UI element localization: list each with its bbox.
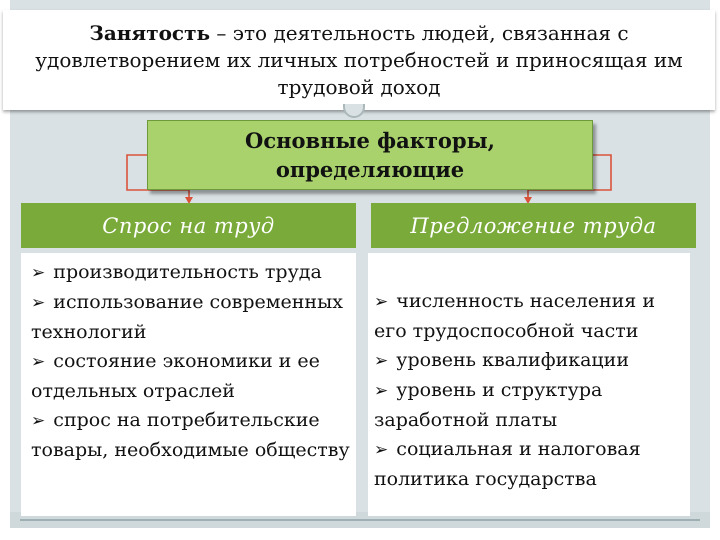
definition-body: – это деятельность людей, связанная с удовлетворением их личных потребностей и приносящая им трудовой доход [35, 20, 683, 99]
list-item [374, 287, 690, 346]
labor-supply-header: Предложение труда [371, 203, 696, 248]
factors-line-2: определяющие [275, 157, 465, 182]
arrow-bullet-icon: ➢ [374, 351, 389, 371]
list-item-text: социальная и налоговая политика государства [374, 438, 641, 490]
list-item-text: спрос на потребительские товары, необходимые обществу [31, 409, 350, 461]
list-item-text: уровень и структура заработной платы [374, 379, 603, 431]
list-item [374, 346, 690, 376]
factors-box [147, 120, 593, 190]
list-item-text: использование современных технологий [31, 291, 343, 343]
arrow-bullet-icon: ➢ [31, 293, 46, 313]
list-item-text: производительность труда [53, 261, 322, 283]
list-item [31, 258, 356, 288]
arrow-bullet-icon: ➢ [31, 352, 46, 372]
arrow-bullet-icon: ➢ [31, 263, 46, 283]
list-item-text: состояние экономики и ее отдельных отраслей [31, 350, 320, 402]
list-item [374, 435, 690, 494]
list-item [31, 406, 356, 465]
labor-supply-list [368, 253, 690, 516]
definition-term: Занятость [89, 20, 211, 45]
list-item [374, 376, 690, 435]
arrow-bullet-icon: ➢ [31, 411, 46, 431]
labor-demand-header: Спрос на труд [21, 203, 356, 248]
factors-line-1: Основные факторы, [245, 128, 495, 153]
list-item [31, 288, 356, 347]
list-item [31, 347, 356, 406]
arrow-bullet-icon: ➢ [374, 292, 389, 312]
labor-demand-list [21, 253, 356, 516]
arrow-bullet-icon: ➢ [374, 440, 389, 460]
arrow-bullet-icon: ➢ [374, 381, 389, 401]
list-item-text: уровень квалификации [396, 349, 629, 371]
list-item-text: численность населения и его трудоспособной части [374, 290, 655, 342]
